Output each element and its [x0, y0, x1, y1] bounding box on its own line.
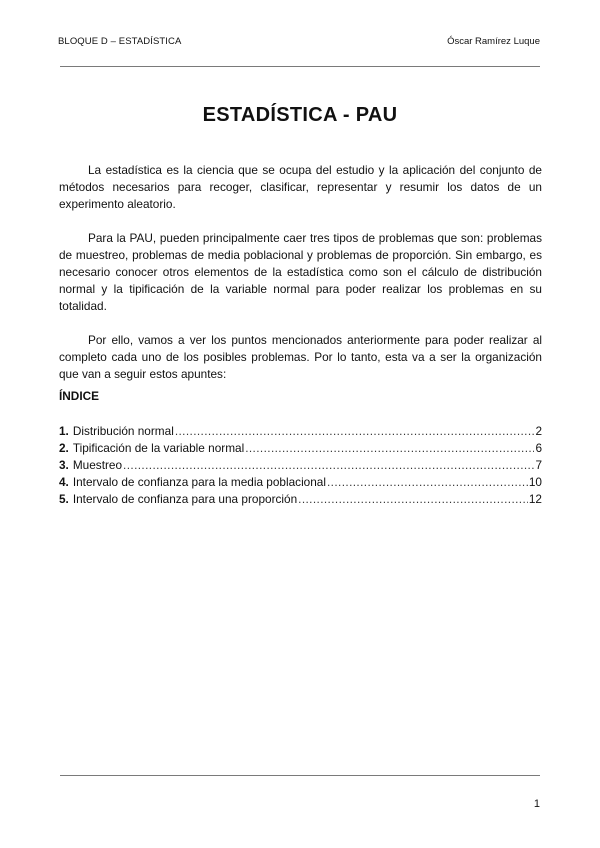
- footer-rule: [60, 775, 540, 776]
- toc-entry-distribucion-normal[interactable]: [59, 424, 542, 441]
- page-number: 1: [533, 798, 540, 810]
- toc-entry-page: 2: [535, 424, 542, 438]
- toc-entry-page: 7: [535, 458, 542, 472]
- paragraph-2: Para la PAU, pueden principalmente caer tres tipos de problemas que son: problemas de muestreo, problemas de media poblacional y problemas de proporción. Sin embargo, es necesario conocer otros elementos de la estadística como son el cálculo de distribución normal y la tipificación de la variable normal para poder realizar los problemas en su totalidad.: [59, 231, 542, 313]
- toc-entry-title: Distribución normal: [72, 424, 174, 438]
- toc-entry-muestreo[interactable]: [59, 458, 542, 475]
- toc-entry-page: 10: [528, 475, 542, 489]
- toc-dot-leader: [123, 458, 534, 472]
- running-header-author: Óscar Ramírez Luque: [447, 36, 540, 47]
- toc-entry-title: Intervalo de confianza para la media poblacional: [72, 475, 326, 489]
- index-heading: ÍNDICE: [59, 389, 99, 403]
- toc-entry-title: Muestreo: [72, 458, 123, 472]
- toc-entry-title: Tipificación de la variable normal: [72, 441, 245, 455]
- toc-dot-leader: [298, 492, 528, 506]
- toc-entry-intervalo-media[interactable]: [59, 475, 542, 492]
- table-of-contents: [59, 424, 542, 509]
- intro-text: [59, 162, 542, 400]
- toc-entry-number: 1.: [59, 424, 69, 438]
- running-header-left: BLOQUE D – ESTADÍSTICA: [58, 36, 182, 47]
- toc-entry-title: Intervalo de confianza para una proporción: [72, 492, 298, 506]
- toc-entry-number: 5.: [59, 492, 69, 506]
- toc-entry-page: 6: [535, 441, 542, 455]
- toc-dot-leader: [245, 441, 534, 455]
- toc-dot-leader: [175, 424, 535, 438]
- toc-entry-intervalo-proporcion[interactable]: [59, 492, 542, 509]
- paragraph-3: Por ello, vamos a ver los puntos mencionados anteriormente para poder realizar al completo cada uno de los posibles problemas. Por lo tanto, esta va a ser la organización que van a seguir estos apuntes:: [59, 333, 542, 381]
- page-title: ESTADÍSTICA - PAU: [202, 104, 398, 126]
- toc-entry-page: 12: [528, 492, 542, 506]
- toc-entry-tipificacion[interactable]: [59, 441, 542, 458]
- toc-dot-leader: [327, 475, 528, 489]
- paragraph-1: La estadística es la ciencia que se ocupa del estudio y la aplicación del conjunto de métodos necesarios para recoger, clasificar, representar y resumir los datos de un experimento aleatorio.: [59, 163, 542, 211]
- header-rule: [60, 66, 540, 67]
- toc-entry-number: 4.: [59, 475, 69, 489]
- toc-entry-number: 2.: [59, 441, 69, 455]
- toc-entry-number: 3.: [59, 458, 69, 472]
